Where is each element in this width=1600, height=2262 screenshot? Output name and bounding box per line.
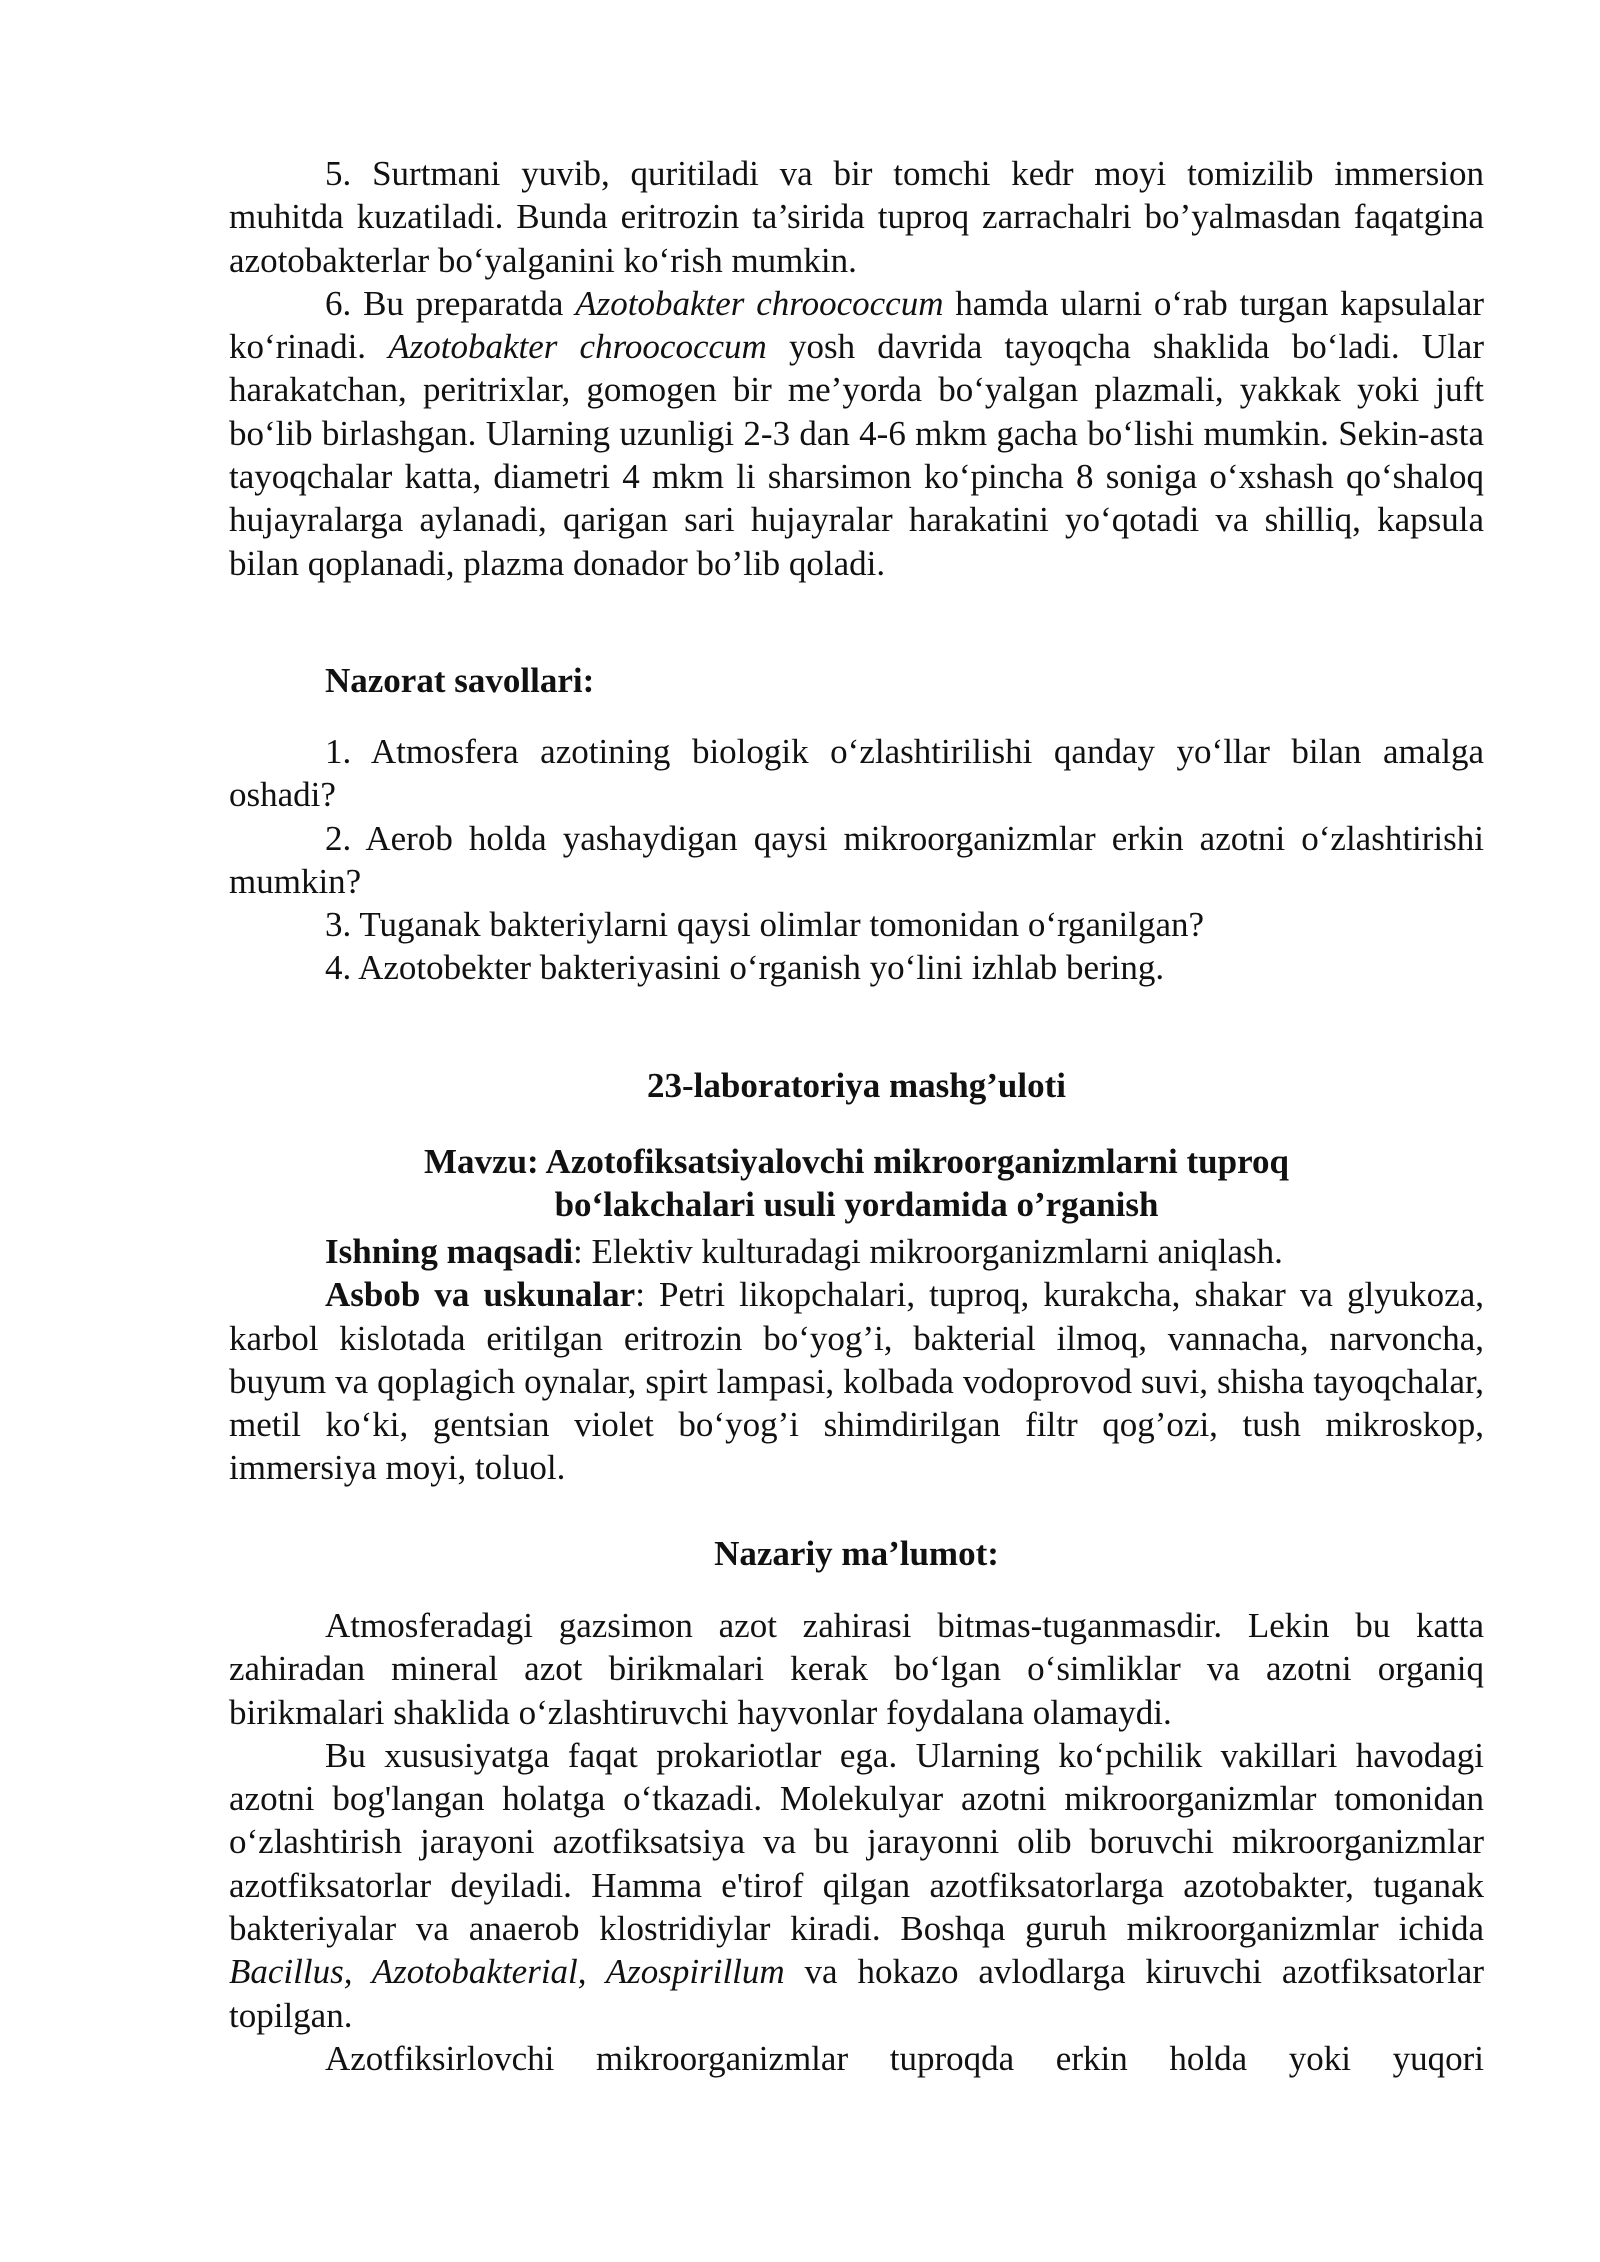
theory-paragraph-1: Atmosferadagi gazsimon azot zahirasi bitmas-tuganmasdir. Lekin bu katta zahiradan mineral azot birikmalari kerak bo‘lgan o‘simliklar va azotni organiq birikmalari shaklida o‘zlashtiruvchi hayvonlar foydalana olamaydi. [229, 1606, 1484, 1732]
tools-text: : Petri likopchalari, tuproq, kurakcha, shakar va glyukoza, karbol kislotada eritilgan eritrozin bo‘yog’i, bakterial ilmoq, vannacha, narvoncha, buyum va qoplagich oynalar, spirt lampasi, kolbada vodoprovod suvi, shisha tayoqchalar, metil ko‘ki, gentsian violet bo‘yog’i shimdirilgan filtr qog’ozi, tush mikroskop, immersiya moyi, toluol. [229, 1275, 1485, 1488]
tools-paragraph [229, 1273, 1484, 1489]
species-name: Azotobakter chroococcum [388, 327, 767, 367]
question-1: 1. Atmosfera azotining biologik o‘zlashtirilishi qanday yo‘llar bilan amalga oshadi? [229, 732, 1484, 815]
step-6-text-c: yosh davrida tayoqcha shaklida bo‘ladi. Ular harakatchan, peritrixlar, gomogen bir me’yorda bo‘yalgan plazmali, yakkak yoki juft bo‘lib birlashgan. Ularning uzunligi 2-3 dan 4-6 mkm gacha bo‘lishi mumkin. Sekin-asta tayoqchalar katta, diametri 4 mkm li sharsimon ko‘pincha 8 soniga o‘xshash qo‘shaloq hujayralarga aylanadi, qarigan sari hujayralar harakatini yo‘qotadi va shilliq, kapsula bilan qoplanadi, plazma donador bo’lib qoladi. [229, 327, 1485, 583]
theory-p2-text-a: Bu xususiyatga faqat prokariotlar ega. Ularning ko‘pchilik vakillari havodagi azotni bog'langan holatga o‘tkazadi. Molekulyar azotni mikroorganizmlar tomonidan o‘zlashtirish jarayoni azotfiksatsiya va bu jarayonni olib boruvchi mikroorganizmlar azotfiksatorlar deyiladi. Hamma e'tirof qilgan azotfiksatorlarga azotobakter, tuganak bakteriyalar va anaerob klostridiylar kiradi. Boshqa guruh mikroorganizmlar ichida [229, 1735, 1484, 1949]
goal-label: Ishning maqsadi [325, 1232, 574, 1271]
questions-list [229, 730, 1484, 990]
tools-label: Asbob va uskunalar [325, 1275, 636, 1315]
theory-paragraph-3: Azotfiksirlovchi mikroorganizmlar tuproqda erkin holda yoki yuqori [325, 2038, 1484, 2078]
species-name: Azotobakter chroococcum [575, 283, 944, 323]
theory-p2-text-b: va hokazo avlodlarga kiruvchi azotfiksatorlar topilgan. [229, 1952, 1484, 2035]
lab-title: 23-laboratoriya mashg’uloti [646, 1066, 1066, 1105]
step-6-text-b: hamda ularni o‘rab turgan kapsulalar ko‘rinadi. [229, 283, 1484, 367]
goal-text: : Elektiv kulturadagi mikroorganizmlarni aniqlash. [573, 1232, 1283, 1271]
theory-heading: Nazariy ma’lumot: [714, 1534, 999, 1573]
step-6-paragraph [229, 282, 1484, 585]
lab-header [229, 1064, 1484, 1107]
topic-line-2: bo‘lakchalari usuli yordamida o’rganish [554, 1185, 1159, 1225]
step-6-text-a: 6. Bu preparatda [325, 283, 576, 323]
steps-section [229, 152, 1484, 585]
questions-section [229, 659, 1484, 702]
genus-names: Bacillus, Azotobakterial, Azospirillum [229, 1952, 785, 1992]
step-5-paragraph: 5. Surtmani yuvib, quritiladi va bir tomchi kedr moyi tomizilib immersion muhitda kuzatiladi. Bunda eritrozin ta’sirida tuproq zarrachalri bo’yalmasdan faqatgina azotobakterlar bo‘yalganini ko‘rish mumkin. [229, 154, 1484, 280]
lab-topic [229, 1140, 1484, 1227]
questions-heading: Nazorat savollari: [325, 661, 595, 700]
lab-info [229, 1230, 1484, 1490]
topic-line-1: Mavzu: Azotofiksatsiyalovchi mikroorganizmlarni tuproq [424, 1142, 1289, 1181]
goal-paragraph [229, 1230, 1484, 1273]
theory-paragraph-2 [229, 1734, 1484, 2037]
question-4: 4. Azotobekter bakteriyasini o‘rganish yo‘lini izhlab bering. [325, 948, 1165, 988]
theory-header [229, 1532, 1484, 1575]
question-2: 2. Aerob holda yashaydigan qaysi mikroorganizmlar erkin azotni o‘zlashtirishi mumkin? [229, 818, 1484, 901]
question-3: 3. Tuganak bakteriylarni qaysi olimlar tomonidan o‘rganilgan? [325, 905, 1205, 945]
theory-section [229, 1604, 1484, 2080]
